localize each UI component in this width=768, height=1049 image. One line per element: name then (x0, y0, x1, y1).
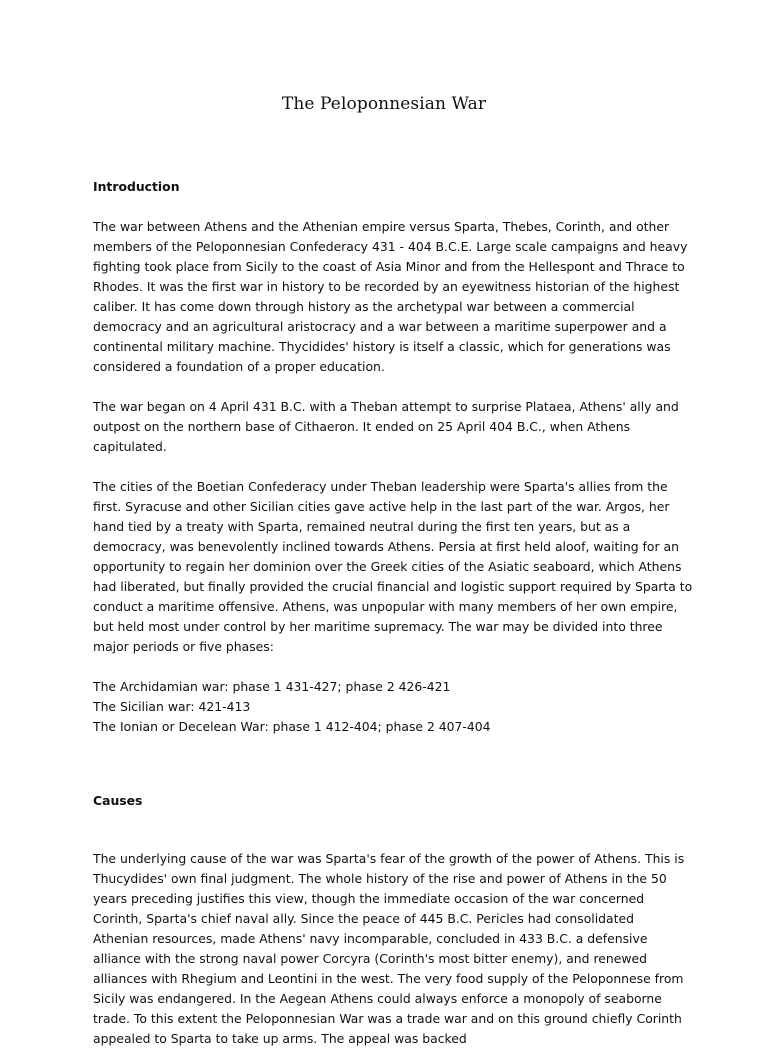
document-title: The Peloponnesian War (281, 94, 487, 114)
section-heading-introduction: Introduction (93, 179, 180, 194)
document-body (93, 177, 693, 1049)
causes-paragraph-1: The underlying cause of the war was Sparta's fear of the growth of the power of Athens. This is Thucydides' own final judgment. The whole history of the rise and power of Athens in the 50 years preceding justifies this view, though the immediate occasion of the war concerned Corinth, Sparta's chief naval ally. Since the peace of 445 B.C. Pericles had consolidated Athenian resources, made Athens' navy incomparable, concluded in 433 B.C. a defensive alliance with the strong naval power Corcyra (Corinth's most bitter enemy), and renewed alliances with Rhegium and Leontini in the west. The very food supply of the Peloponnese from Sicily was endangered. In the Aegean Athens could always enforce a monopoly of seaborne trade. To this extent the Peloponnesian War was a trade war and on this ground chiefly Corinth appealed to Sparta to take up arms. The appeal was backed (93, 851, 685, 1046)
period-line-archidamian: The Archidamian war: phase 1 431-427; phase 2 426-421 (93, 679, 451, 694)
section-heading-causes: Causes (93, 793, 143, 808)
intro-paragraph-1: The war between Athens and the Athenian empire versus Sparta, Thebes, Corinth, and other members of the Peloponnesian Confederacy 431 - 404 B.C.E. Large scale campaigns and heavy fighting took place from Sicily to the coast of Asia Minor and from the Hellespont and Thrace to Rhodes. It was the first war in history to be recorded by an eyewitness historian of the highest caliber. It has come down through history as the archetypal war between a commercial democracy and an agricultural aristocracy and a war between a maritime superpower and a continental military machine. Thycidides' history is itself a classic, which for generations was considered a foundation of a proper education. (93, 219, 688, 374)
intro-paragraph-2: The war began on 4 April 431 B.C. with a Theban attempt to surprise Plataea, Athens' ally and outpost on the northern base of Cithaeron. It ended on 25 April 404 B.C., when Athens capitulated. (93, 399, 679, 454)
period-line-sicilian: The Sicilian war: 421-413 (93, 699, 251, 714)
period-line-ionian: The Ionian or Decelean War: phase 1 412-404; phase 2 407-404 (93, 719, 491, 734)
intro-paragraph-3: The cities of the Boetian Confederacy under Theban leadership were Sparta's allies from the first. Syracuse and other Sicilian cities gave active help in the last part of the war. Argos, her hand tied by a treaty with Sparta, remained neutral during the first ten years, but as a democracy, was benevolently inclined towards Athens. Persia at first held aloof, waiting for an opportunity to regain her dominion over the Greek cities of the Asiatic seaboard, which Athens had liberated, but finally provided the crucial financial and logistic support required by Sparta to conduct a maritime offensive. Athens, was unpopular with many members of her own empire, but held most under control by her maritime supremacy. The war may be divided into three major periods or five phases: (93, 479, 693, 654)
